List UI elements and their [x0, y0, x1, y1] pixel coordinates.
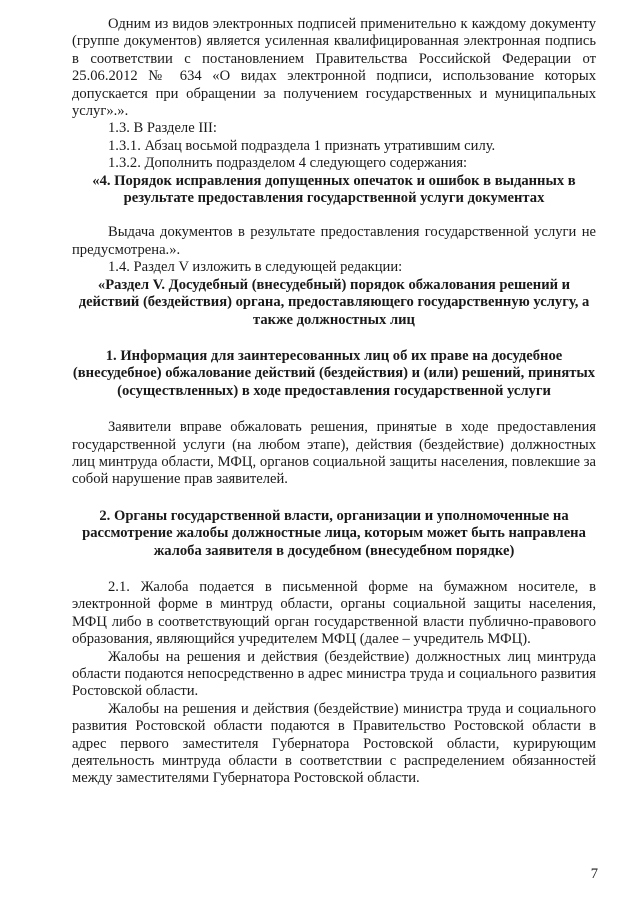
heading-information-right-to-appeal: 1. Информация для заинтересованных лиц об их праве на досудебное (внесудебное) обжалование действий (бездействия) и (или) решений, принятых (осуществленных) в ходе предоставления государственной услуги — [72, 347, 596, 399]
spacer — [72, 489, 596, 508]
page-number: 7 — [590, 866, 598, 882]
spacer — [72, 207, 596, 224]
paragraph-2-1: 2.1. Жалоба подается в письменной форме на бумажном носителе, в электронной форме в минтруд области, органы социальной защиты населения, МФЦ либо в соответствующий орган государственной власти публично-правового образования, являющийся учредителем МФЦ (далее – учредитель МФЦ). — [72, 578, 596, 648]
paragraph-1-4: 1.4. Раздел V изложить в следующей редакции: — [108, 259, 403, 276]
spacer — [72, 329, 596, 348]
paragraph-documents-issuance: Выдача документов в результате предоставления государственной услуги не предусмотрена.». — [72, 224, 596, 258]
spacer — [72, 560, 596, 579]
paragraph-applicants-right: Заявители вправе обжаловать решения, принятые в ходе предоставления государственной услуги (на любом этапе), действия (бездействие) должностных лиц минтруда области, МФЦ, органов социальной защиты населения, повлекшие за собой нарушение прав заявителей. — [72, 419, 596, 488]
heading-authorities: 2. Органы государственной власти, организации и уполномоченные на рассмотрение жалобы должностные лица, которым может быть направлена жалоба заявителя в досудебном (внесудебном порядке) — [82, 507, 586, 559]
heading-section-v: «Раздел V. Досудебный (внесудебный) порядок обжалования решений и действий (бездействия) органа, предоставляющего государственную услугу, а также должностных лиц — [78, 276, 590, 328]
paragraph-1-3-1: 1.3.1. Абзац восьмой подраздела 1 признать утратившим силу. — [108, 137, 496, 154]
document-page — [72, 16, 596, 788]
spacer — [72, 400, 596, 419]
paragraph-1-3-2: 1.3.2. Дополнить подразделом 4 следующего содержания: — [108, 155, 468, 172]
paragraph-1-3: 1.3. В Разделе III: — [108, 120, 217, 137]
paragraph-complaints-minister: Жалобы на решения и действия (бездействие) министра труда и социального развития Ростовской области подаются в Правительство Ростовской области в адрес первого заместителя Губернатора Ростовской области, курирующим деятельность минтруда области в соответствии с распределением обязанностей между заместителями Губернатора Ростовской области. — [72, 700, 596, 787]
paragraph-electronic-signature: Одним из видов электронных подписей применительно к каждому документу (группе документов) является усиленная квалифицированная электронная подпись в соответствии с постановлением Правительства Российской Федерации от 25.06.2012 № 634 «О видах электронной подписи, использование которых допускается при обращении за получением государственных и муниципальных услуг».». — [72, 16, 596, 120]
heading-subsection-4: «4. Порядок исправления допущенных опечаток и ошибок в выданных в результате предоставления государственной услуги документах — [92, 172, 576, 207]
paragraph-complaints-ministry-officials: Жалобы на решения и действия (бездействие) должностных лиц минтруда области подаются непосредственно в адрес министра труда и социального развития Ростовской области. — [72, 648, 596, 700]
